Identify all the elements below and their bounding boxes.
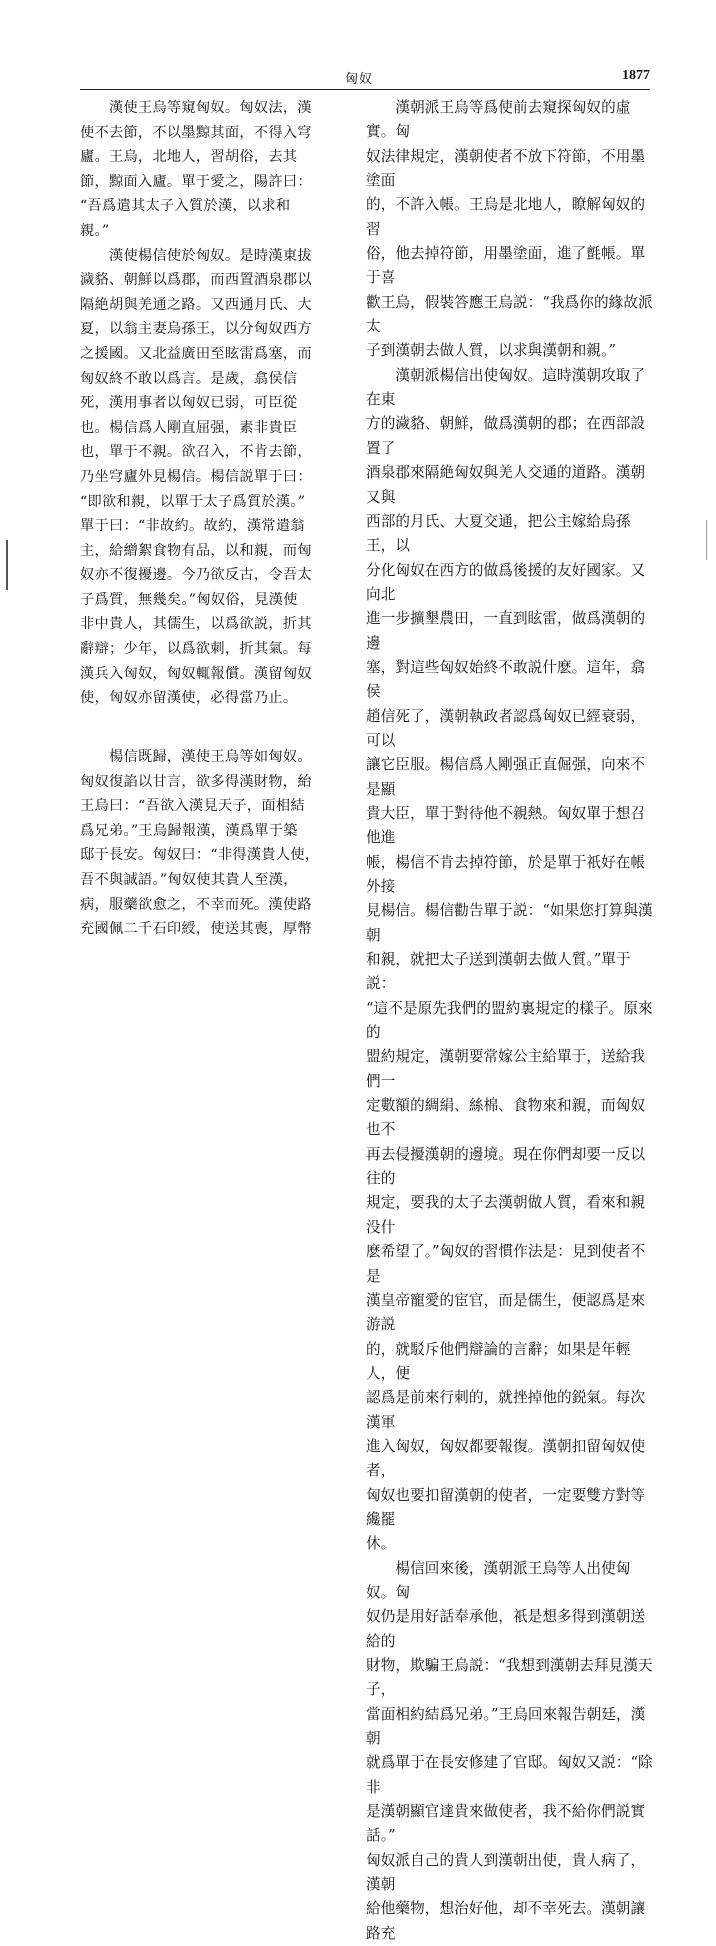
running-header <box>80 68 650 86</box>
right-margin-mark <box>706 520 707 560</box>
section-title: 匈奴 <box>345 72 374 87</box>
original-text-block-1: 漢使王烏等窺匈奴。匈奴法，漢 使不去節，不以墨黥其面，不得入穹 廬。王烏，北地人，習胡俗，去其 節，黥面入廬。單于愛之，陽許曰： “吾爲遣其太子入質於漢，以求和 親。” 漢使楊信使於匈奴。是時漢東拔 濊貉、朝鮮以爲郡，而西置酒泉郡以 隔絶胡與羌通之路。又西通月氏、大 夏，以翁主妻烏孫王，以分匈奴西方 之援國。又北益廣田至眩雷爲塞，而 匈奴終不敢以爲言。是歲，翕侯信 死，漢用事者以匈奴已弱，可臣從 也。楊信爲人剛直屈强，素非貴臣 也，單于不親。欲召入，不肯去節， 乃坐穹廬外見楊信。楊信説單于曰： “即欲和親，以單于太子爲質於漢。” 單于曰：“非故約。故約，漢常遣翁 主，給繒絮食物有品，以和親，而匈 奴亦不復擾邊。今乃欲反古，令吾太 子爲質，無幾矣。”匈奴俗，見漢使 非中貴人，其儒生，以爲欲説，折其 辭辯；少年，以爲欲刺，折其氣。每 漢兵入匈奴，匈奴輒報償。漢留匈奴 使，匈奴亦留漢使，必得當乃止。 <box>80 100 312 707</box>
page-number: 1877 <box>622 68 650 83</box>
header-rule <box>80 89 650 90</box>
original-text-block-2: 楊信既歸，漢使王烏等如匈奴。 匈奴復諂以甘言，欲多得漢財物，紿 王烏曰：“吾欲入漢見天子，面相結 爲兄弟。”王烏歸報漢，漢爲單于築 邸于長安。匈奴曰：“非得漢貴人使， 吾不與誠語。”匈奴使其貴人至漢， 病，服藥欲愈之，不幸而死。漢使路 充國佩二千石印綬，使送其喪，厚幣 <box>80 749 320 938</box>
translation-text: 漢朝派王烏等爲使前去窺探匈奴的虛實。匈 奴法律規定，漢朝使者不放下符節，不用墨塗面 的，不許入帳。王烏是北地人，瞭解匈奴的習 俗，他去掉符節，用墨塗面，進了氈帳。單于喜 歡王烏，假裝答應王烏説：“我爲你的緣故派太 子到漢朝去做人質，以求與漢朝和親。” 漢朝派楊信出使匈奴。這時漢朝攻取了在東 方的濊貉、朝鮮，做爲漢朝的郡；在西部設置了 酒泉郡來隔絶匈奴與羌人交通的道路。漢朝又與 西部的月氏、大夏交通，把公主嫁給烏孫王，以 分化匈奴在西方的做爲後援的友好國家。又向北 進一步擴墾農田，一直到眩雷，做爲漢朝的邊 塞，對這些匈奴始終不敢説什麽。這年，翕侯 趙信死了，漢朝執政者認爲匈奴已經衰弱，可以 讓它臣服。楊信爲人剛强正直倔强，向來不是顯 貴大臣，單于對待他不親熱。匈奴單于想召他進 帳，楊信不肯去掉符節，於是單于祇好在帳外接 見楊信。楊信勸告單于説：“如果您打算與漢朝 和親，就把太子送到漢朝去做人質。”單于説： “這不是原先我們的盟約裏規定的樣子。原來的 盟約規定，漢朝要常嫁公主給單于，送給我們一 定數額的綢絹、絲棉、食物來和親，而匈奴也不 再去侵擾漢朝的邊境。現在你們却要一反以往的 規定，要我的太子去漢朝做人質，看來和親没什 麽希望了。”匈奴的習慣作法是：見到使者不是 漢皇帝寵愛的宦官，而是儒生，便認爲是來游説 的，就駁斥他們辯論的言辭；如果是年輕人，便 認爲是前來行刺的，就挫掉他的鋭氣。每次漢軍 進入匈奴，匈奴都要報復。漢朝扣留匈奴使者， 匈奴也要扣留漢朝的使者，一定要雙方對等纔罷 休。 楊信回來後，漢朝派王烏等人出使匈奴。匈 奴仍是用好話奉承他，祇是想多得到漢朝送給的 財物，欺騙王烏説：“我想到漢朝去拜見漢天子， 當面相約結爲兄弟。”王烏回來報告朝廷，漢朝 就爲單于在長安修建了官邸。匈奴又説：“除非 是漢朝顯官達貴來做使者，我不給你們説實話。” 匈奴派自己的貴人到漢朝出使，貴人病了，漢朝 給他藥物，想治好他，却不幸死去。漢朝讓路充 <box>366 99 653 1942</box>
left-margin-mark <box>6 540 8 590</box>
